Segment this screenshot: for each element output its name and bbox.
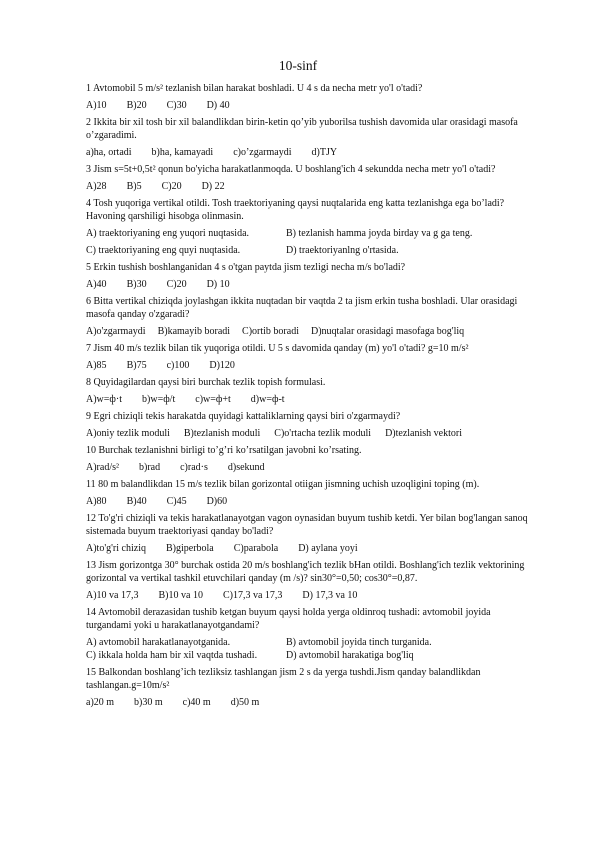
question-9-options: [86, 427, 532, 440]
question-6-option-b: B)kamayib boradi: [157, 326, 231, 337]
question-1-option-c: C)30: [166, 100, 187, 111]
question-7-option-b: B)75: [126, 360, 147, 371]
question-15-option-d: d)50 m: [230, 697, 260, 708]
question-9-option-a: A)oniy tezlik moduli: [86, 428, 170, 439]
question-2-option-c: c)o’zgarmaydi: [233, 147, 292, 158]
question-4-option-a: A) traektoriyaning eng yuqori nuqtasida.: [86, 228, 250, 239]
question-15-options: [86, 696, 532, 709]
question-7-option-c: c)100: [166, 360, 190, 371]
question-6-option-d: D)nuqtalar orasidagi masofaga bog'liq: [310, 326, 465, 337]
question-11-option-d: D)60: [206, 496, 228, 507]
question-14-option-d: D) avtomobil harakatiga bog'liq: [286, 650, 414, 661]
question-14-option-c: C) ikkala holda ham bir xil vaqtda tushadi.: [86, 650, 258, 661]
question-11-options: [86, 495, 532, 508]
question-5-option-b: B)30: [126, 279, 147, 290]
question-1-option-b: B)20: [126, 100, 147, 111]
question-9-option-c: C)o'rtacha tezlik moduli: [274, 428, 372, 439]
question-14-text: 14 Avtomobil derazasidan tushib ketgan buyum qaysi holda yerga oldinroq tushadi: avtomobil joyida turgandami yoki u harakatlanayotgandami?: [86, 607, 491, 631]
question-12-option-a: A)to'g'ri chiziq: [86, 543, 146, 554]
question-4-option-d: D) traektoriyanlng o'rtasida.: [286, 245, 399, 256]
question-15-option-c: c)40 m: [182, 697, 211, 708]
question-9-option-b: B)tezlanish moduli: [183, 428, 261, 439]
question-7-options: [86, 359, 532, 372]
question-11-option-c: C)45: [166, 496, 187, 507]
question-3-text: 3 Jism s=5t+0,5t² qonun bo'yicha harakatlanmoqda. U boshlang'ich 4 sekundda necha metr yo'l o'tadi?: [86, 164, 496, 175]
question-13-option-d: D) 17,3 va 10: [302, 590, 358, 601]
question-10-option-b: b)rad: [139, 462, 161, 473]
question-6-option-a: A)o'zgarmaydi: [86, 326, 146, 337]
question-5-option-a: A)40: [86, 279, 107, 290]
question-15-text: 15 Balkondan boshlang’ich tezliksiz tashlangan jism 2 s da yerga tushdi.Jism qanday balandlikdan tashlangan.g=10m/s²: [86, 667, 481, 691]
question-15-option-b: b)30 m: [134, 697, 163, 708]
question-5-options: [86, 278, 532, 291]
question-12-option-c: C)parabola: [233, 543, 279, 554]
question-2-option-d: d)TJY: [311, 147, 338, 158]
question-3-option-c: C)20: [161, 181, 182, 192]
question-8-options: [86, 393, 532, 406]
question-11-text: 11 80 m balandlikdan 15 m/s tezlik bilan gorizontal otiigan jismning uchish uzoqligini toping (m).: [86, 479, 480, 490]
question-6-option-c: C)ortib boradi: [242, 326, 299, 337]
question-12-text: 12 To'g'ri chiziqli va tekis harakatlanayotgan vagon oynasidan buyum tushib ketdi. Yer bilan bog'langan sanoq sistemada buyum traektoriyasi qanday bo'ladi?: [86, 513, 528, 537]
question-7-option-d: D)120: [209, 360, 235, 371]
question-2-options: [86, 146, 532, 159]
question-3-option-a: A)28: [86, 181, 107, 192]
question-5-text: 5 Erkin tushish boshlanganidan 4 s o'tgan paytda jism tezligi necha m/s bo'ladi?: [86, 262, 406, 273]
question-10-options: [86, 461, 532, 474]
question-9-option-d: D)tezlanish vektori: [385, 428, 462, 439]
question-4-options: [86, 227, 532, 257]
question-13-options: [86, 589, 532, 602]
question-7-text: 7 Jism 40 m/s tezlik bilan tik yuqoriga otildi. U 5 s davomida qanday (m) yo'l o'tadi? g=10 m/s²: [86, 343, 469, 354]
question-6-text: 6 Bitta vertikal chiziqda joylashgan ikkita nuqtadan bir vaqtda 2 ta jism erkin tusha boshladi. Ular orasidagi masofa qanday o'zgaradi?: [86, 296, 518, 320]
page-title: 10-sinf: [278, 58, 318, 73]
question-11-option-b: B)40: [126, 496, 147, 507]
question-8-text: 8 Quyidagilardan qaysi biri burchak tezlik topish formulasi.: [86, 377, 326, 388]
question-6-options: [86, 325, 532, 338]
question-14-options: [86, 636, 532, 662]
question-1-option-a: A)10: [86, 100, 107, 111]
question-5-option-d: D) 10: [206, 279, 230, 290]
question-3-options: [86, 180, 532, 193]
question-4-option-b: B) tezlanish hamma joyda birday va g ga teng.: [286, 228, 473, 239]
question-1-option-d: D) 40: [206, 100, 230, 111]
question-1-text: 1 Avtomobil 5 m/s² tezlanish bilan harakat boshladi. U 4 s da necha metr yo'l o'tadi?: [86, 83, 423, 94]
question-14-option-a: A) avtomobil harakatlanayotganida.: [86, 637, 231, 648]
question-1-options: [86, 99, 532, 112]
question-2-text: 2 Ikkita bir xil tosh bir xil balandlikdan birin-ketin qo’yib yuborilsa tushish davomida ular orasidagi masofa o’zgaradimi.: [86, 117, 518, 141]
question-8-option-c: c)w=ф+t: [195, 394, 231, 405]
question-3-option-d: D) 22: [201, 181, 225, 192]
question-list: [86, 82, 532, 713]
question-13-option-a: A)10 va 17,3: [86, 590, 139, 601]
question-7-option-a: A)85: [86, 360, 107, 371]
question-2-option-b: b)ha, kamayadi: [151, 147, 214, 158]
question-13-option-c: C)17,3 va 17,3: [222, 590, 283, 601]
question-8-option-a: A)w=ф·t: [86, 394, 123, 405]
question-10-option-c: c)rad·s: [180, 462, 208, 473]
question-15-option-a: a)20 m: [86, 697, 115, 708]
question-10-text: 10 Burchak tezlanishni birligi to’g’ri ko’rsatilgan javobni ko’rsating.: [86, 445, 362, 456]
question-14-option-b: B) avtomobil joyida tinch turganida.: [286, 637, 432, 648]
question-12-option-b: B)giperbola: [165, 543, 214, 554]
question-10-option-d: d)sekund: [227, 462, 265, 473]
question-8-option-b: b)w=ф/t: [142, 394, 176, 405]
question-4-text: 4 Tosh yuqoriga vertikal otildi. Tosh traektoriyaning qaysi nuqtalarida eng katta tezlanishga ega bo’ladi? Havoning qarshiligi hisobga olinmasin.: [86, 198, 505, 222]
question-12-options: [86, 542, 532, 555]
question-9-text: 9 Egri chiziqli tekis harakatda quyidagi kattaliklarning qaysi biri o'zgarmaydi?: [86, 411, 401, 422]
question-10-option-a: A)rad/s²: [86, 462, 119, 473]
question-2-option-a: a)ha, ortadi: [86, 147, 132, 158]
question-13-text: 13 Jism gorizontga 30° burchak ostida 20 m/s boshlang'ich tezlik bHan otildi. Boshlang'ich tezlik vektorining gorizontal va vertikal tashkil etuvchilari qanday (m /s)? sin30°=0,50; cos30°=0,87.: [86, 560, 525, 584]
question-5-option-c: C)20: [166, 279, 187, 290]
question-4-option-c: C) traektoriyaning eng quyi nuqtasida.: [86, 245, 241, 256]
question-12-option-d: D) aylana yoyi: [298, 543, 358, 554]
question-8-option-d: d)w=ф-t: [250, 394, 285, 405]
question-11-option-a: A)80: [86, 496, 107, 507]
question-3-option-b: B)5: [126, 181, 142, 192]
question-13-option-b: B)10 va 10: [158, 590, 203, 601]
